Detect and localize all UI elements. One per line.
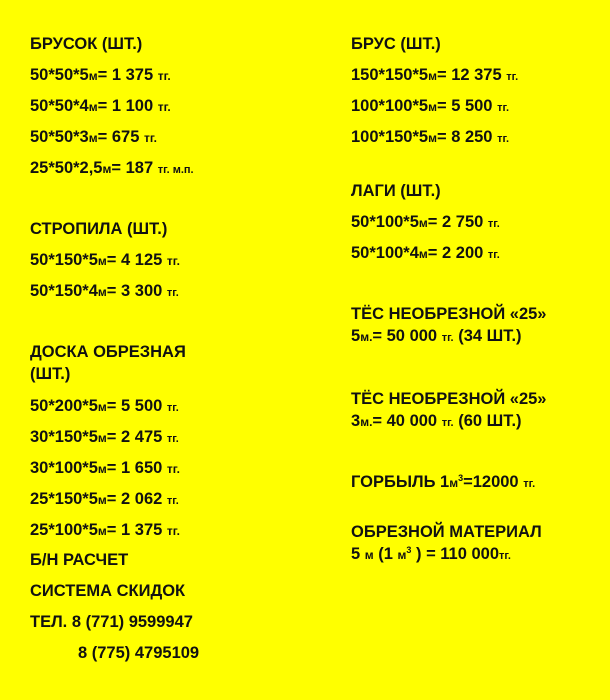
size: 50*100*4 (351, 244, 419, 262)
currency: тг. (497, 102, 510, 114)
price: = 675 (97, 128, 140, 146)
unit: м (97, 431, 107, 445)
size: 50*50*4 (30, 97, 89, 115)
price: =12000 (463, 473, 524, 491)
unit: м (88, 100, 98, 114)
currency: тг. (166, 524, 180, 538)
price: = 1 100 (97, 97, 154, 115)
discount-note: СИСТЕМА СКИДОК (30, 582, 186, 600)
price: = 5 500 (106, 397, 163, 415)
price-row (351, 96, 509, 118)
price-row (351, 212, 500, 234)
currency: тг. (166, 287, 179, 299)
price: = 3 300 (106, 282, 163, 300)
price-row (30, 427, 179, 449)
payment-note: Б/Н РАСЧЕТ (30, 551, 129, 569)
currency: тг. (441, 332, 454, 344)
price: = 4 125 (106, 251, 163, 269)
currency: тг. (157, 69, 171, 83)
currency: тг. (523, 478, 536, 490)
price: = 12 375 (436, 66, 502, 84)
price-row (351, 65, 518, 87)
price: = 5 500 (436, 97, 493, 115)
price-row (351, 127, 509, 149)
section-title-obreznoy: ОБРЕЗНОЙ МАТЕРИАЛ (351, 523, 542, 541)
size: 50*50*5 (30, 66, 89, 84)
size: 25*100*5 (30, 521, 98, 539)
section-title-lagi: ЛАГИ (ШТ.) (351, 182, 441, 200)
unit: м (418, 216, 428, 230)
unit: м (97, 524, 107, 538)
phone-number-1: 8 (771) 9599947 (71, 613, 193, 631)
unit: м (97, 254, 107, 268)
unit: м (418, 247, 428, 261)
currency: тг. (487, 218, 500, 230)
size: 100*100*5 (351, 97, 429, 115)
unit: м (88, 69, 98, 83)
gorbyl-title: ГОРБЫЛЬ 1 (351, 473, 450, 491)
price: = 2 200 (427, 244, 484, 262)
length: 5 (351, 545, 365, 563)
gorbyl-row (351, 472, 535, 494)
quantity: (60 ШТ.) (453, 412, 522, 430)
price-row (30, 250, 180, 271)
unit: м (97, 462, 107, 476)
superscript: 3 (406, 545, 412, 555)
size: 30*100*5 (30, 459, 98, 477)
currency: тг. (166, 254, 180, 268)
price-row (30, 520, 180, 541)
price-row (351, 411, 522, 433)
unit: м (428, 69, 437, 83)
phone-number-2: 8 (775) 4795109 (78, 644, 200, 662)
currency: тг. (166, 433, 179, 445)
currency: тг. (441, 417, 454, 429)
length: 3 (351, 412, 361, 430)
unit: м (428, 100, 437, 114)
size: 30*150*5 (30, 428, 98, 446)
section-title-doska: ДОСКА ОБРЕЗНАЯ (30, 343, 186, 361)
currency: тг. (497, 133, 510, 145)
price-row (30, 489, 179, 511)
phone-line-1 (30, 612, 193, 632)
unit: м (97, 400, 107, 414)
price-row (30, 65, 171, 86)
section-title-tes-5m: ТЁС НЕОБРЕЗНОЙ «25» (351, 305, 547, 323)
price-row (351, 326, 522, 348)
price: = 1 650 (106, 459, 163, 477)
section-title-stropila: СТРОПИЛА (ШТ.) (30, 220, 168, 238)
unit: м (88, 131, 98, 145)
unit: м (428, 131, 437, 145)
size: 150*150*5 (351, 66, 429, 84)
price: = 2 750 (427, 213, 484, 231)
price: = 2 062 (106, 490, 163, 508)
section-title-brusok: БРУСОК (ШТ.) (30, 35, 143, 53)
length: 5 (351, 327, 361, 345)
unit: м. (360, 330, 373, 344)
price: = 1 375 (97, 66, 154, 84)
currency: тг. (166, 462, 180, 476)
price-row (30, 127, 157, 148)
unit: м (449, 476, 459, 490)
volume-open: (1 (373, 545, 398, 563)
price-row (351, 544, 511, 566)
price: = 1 375 (106, 521, 163, 539)
size: 50*50*3 (30, 128, 89, 146)
section-title-brus: БРУС (ШТ.) (351, 35, 441, 53)
currency: тг. (506, 71, 519, 83)
currency: тг. (499, 550, 511, 562)
price: = 50 000 (372, 327, 442, 345)
price: = 8 250 (436, 128, 493, 146)
unit: м (97, 285, 107, 299)
price-row (30, 96, 171, 117)
price-row (30, 158, 194, 180)
size: 25*50*2,5 (30, 159, 103, 177)
quantity: (34 ШТ.) (453, 327, 522, 345)
size: 50*100*5 (351, 213, 419, 231)
section-title-doska-line2: (ШТ.) (30, 365, 71, 383)
currency: тг. м.п. (157, 164, 194, 176)
currency: тг. (166, 495, 179, 507)
size: 50*150*5 (30, 251, 98, 269)
size: 25*150*5 (30, 490, 98, 508)
price: = 187 (111, 159, 154, 177)
price: = 2 475 (106, 428, 163, 446)
phone-label: ТЕЛ. (30, 613, 72, 631)
price-row (351, 243, 500, 265)
section-title-tes-3m: ТЁС НЕОБРЕЗНОЙ «25» (351, 390, 547, 408)
price-row (30, 458, 180, 479)
size: 100*150*5 (351, 128, 429, 146)
price-row (30, 396, 179, 418)
price: = 40 000 (372, 412, 442, 430)
unit: м (97, 493, 107, 507)
unit: м (397, 548, 407, 562)
currency: тг. (157, 100, 171, 114)
superscript: 3 (458, 473, 464, 483)
unit: м (364, 548, 374, 562)
size: 50*200*5 (30, 397, 98, 415)
price: ) = 110 000 (411, 545, 500, 563)
currency: тг. (143, 131, 157, 145)
currency: тг. (166, 402, 179, 414)
size: 50*150*4 (30, 282, 98, 300)
unit: м. (360, 415, 373, 429)
unit: м (102, 162, 112, 176)
price-row (30, 281, 179, 303)
currency: тг. (487, 249, 500, 261)
